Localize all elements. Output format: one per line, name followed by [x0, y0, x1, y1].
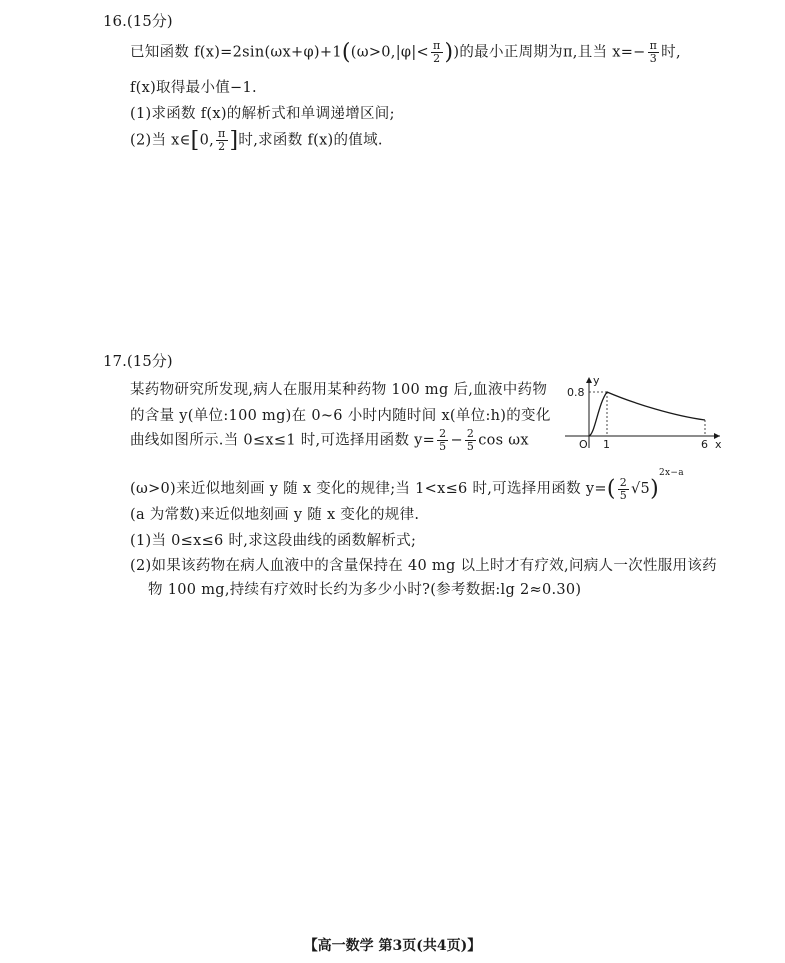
drug-concentration-graph — [555, 372, 730, 450]
q16-frac-pi-over-2b: $\frac{\pi}{2}$ — [218, 127, 226, 153]
q16-frac-pi-over-3: $\frac{\pi}{3}$ — [649, 39, 658, 65]
q17-line1: 某药物研究所发现,病人在服用某种药物 100 mg 后,血液中药物 — [130, 382, 548, 398]
q17-frac-2-5b: $\frac{2}{5}$ — [466, 427, 475, 453]
q16-condition: (ω>0,|φ|< — [350, 44, 429, 61]
q17-exponent: 2x−a — [658, 468, 684, 478]
q17-part1: (1)当 0≤x≤6 时,求这段曲线的函数解析式; — [130, 533, 417, 549]
q17-part2-line2: 物 100 mg,持续有疗效时长约为多少小时?(参考数据:lg 2≈0.30) — [148, 582, 582, 598]
q16-period-text: )的最小正周期为π,且当 x=− — [453, 44, 646, 61]
q17-line2: 的含量 y(单位:100 mg)在 0~6 小时内随时间 x(单位:h)的变化 — [130, 408, 551, 424]
q17-line4: (ω>0)来近似地刻画 y 随 x 变化的规律;当 1<x≤6 时,可选择用函数 y=( $\frac{2}{5}$ √5)$^{2x-a}$ — [130, 468, 684, 502]
y-axis-arrow — [586, 377, 592, 383]
q17-root5: √5 — [631, 481, 651, 497]
q16-stem-line2: f(x)取得最小值−1. — [130, 80, 257, 96]
q16-frac-pi-over-2: $\frac{\pi}{2}$ — [433, 39, 441, 65]
x-axis-label: x — [715, 438, 722, 450]
q17-line5: (a 为常数)来近似地刻画 y 随 x 变化的规律. — [130, 507, 420, 523]
q16-when-text: 时, — [661, 44, 681, 61]
q17-number: 17.(15分) — [103, 352, 173, 370]
concentration-curve — [589, 392, 705, 436]
page-footer: 【高一数学 第3页(共4页)】 — [303, 938, 482, 954]
q17-frac-2-5c: $\frac{2}{5}$ — [619, 475, 628, 502]
q16-part1: (1)求函数 f(x)的解析式和单调递增区间; — [130, 106, 395, 122]
q17-part2-line1: (2)如果该药物在病人血液中的含量保持在 40 mg 以上时才有疗效,问病人一次性服用该药 — [130, 558, 717, 574]
origin-label: O — [579, 438, 588, 450]
q16-number: 16.(15分) — [103, 12, 173, 30]
x-tick-1-label: 1 — [603, 438, 610, 450]
y-axis-label: y — [593, 374, 600, 387]
q16-part2: (2)当 x∈[0, $\frac{\pi}{2}$ ]时,求函数 f(x)的值域. — [130, 127, 383, 153]
q16-stem-line1: 已知函数 f(x)=2sin(ωx+φ)+1((ω>0,|φ|< $\frac{\pi}{2}$ ))的最小正周期为π,且当 x=− $\frac{\pi}{3}$ 时, — [130, 39, 681, 65]
y-tick-label: 0.8 — [567, 386, 585, 399]
x-tick-6-label: 6 — [701, 438, 708, 450]
q16-function-def: 已知函数 f(x)=2sin(ωx+φ)+1 — [130, 44, 342, 61]
q17-frac-2-5a: $\frac{2}{5}$ — [439, 427, 447, 453]
q17-line3: 曲线如图所示.当 0≤x≤1 时,可选择用函数 y= $\frac{2}{5}$ − $\frac{2}{5}$ cos ωx — [130, 427, 529, 453]
